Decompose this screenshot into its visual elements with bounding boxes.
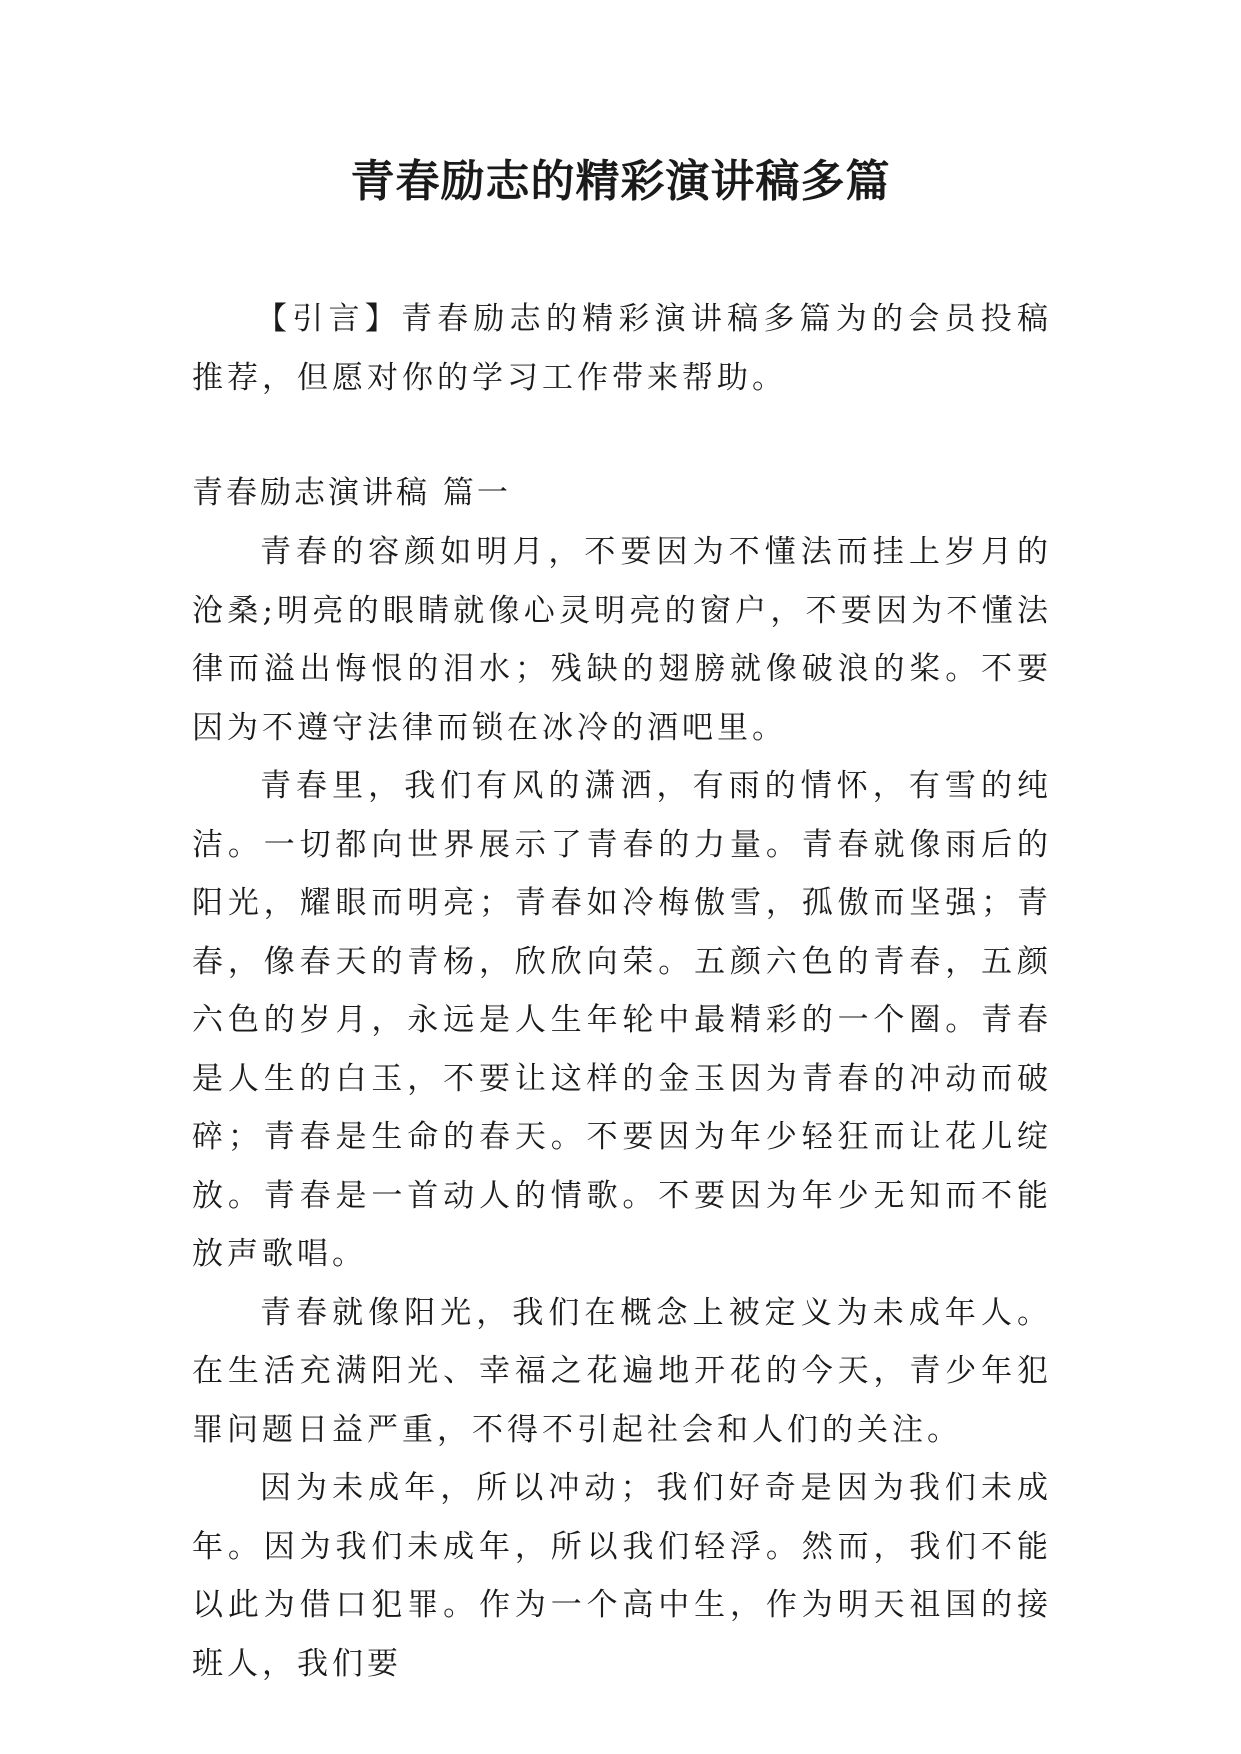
- intro-paragraph: 【引言】青春励志的精彩演讲稿多篇为的会员投稿推荐，但愿对你的学习工作带来帮助。: [192, 301, 1052, 396]
- body-paragraph: 青春就像阳光，我们在概念上被定义为未成年人。在生活充满阳光、幸福之花遍地开花的今天，青少年犯罪问题日益严重，不得不引起社会和人们的关注。: [192, 1294, 1052, 1448]
- body-paragraphs: [192, 523, 1052, 1693]
- body-paragraph: 因为未成年，所以冲动；我们好奇是因为我们未成年。因为我们未成年，所以我们轻浮。然而，我们不能以此为借口犯罪。作为一个高中生，作为明天祖国的接班人，我们要: [192, 1470, 1052, 1682]
- body-paragraph: 青春的容颜如明月，不要因为不懂法而挂上岁月的沧桑;明亮的眼睛就像心灵明亮的窗户，不要因为不懂法律而溢出悔恨的泪水；残缺的翅膀就像破浪的桨。不要因为不遵守法律而锁在冰冷的酒吧里。: [192, 534, 1052, 746]
- section-heading: 青春励志演讲稿 篇一: [192, 475, 511, 511]
- body-paragraph: 青春里，我们有风的潇洒，有雨的情怀，有雪的纯洁。一切都向世界展示了青春的力量。青春就像雨后的阳光，耀眼而明亮；青春如冷梅傲雪，孤傲而坚强；青春，像春天的青杨，欣欣向荣。五颜六色的青春，五颜六色的岁月，永远是人生年轮中最精彩的一个圈。青春是人生的白玉，不要让这样的金玉因为青春的冲动而破碎；青春是生命的春天。不要因为年少轻狂而让花儿绽放。青春是一首动人的情歌。不要因为年少无知而不能放声歌唱。: [192, 768, 1052, 1272]
- document-title: 青春励志的精彩演讲稿多篇: [350, 156, 891, 207]
